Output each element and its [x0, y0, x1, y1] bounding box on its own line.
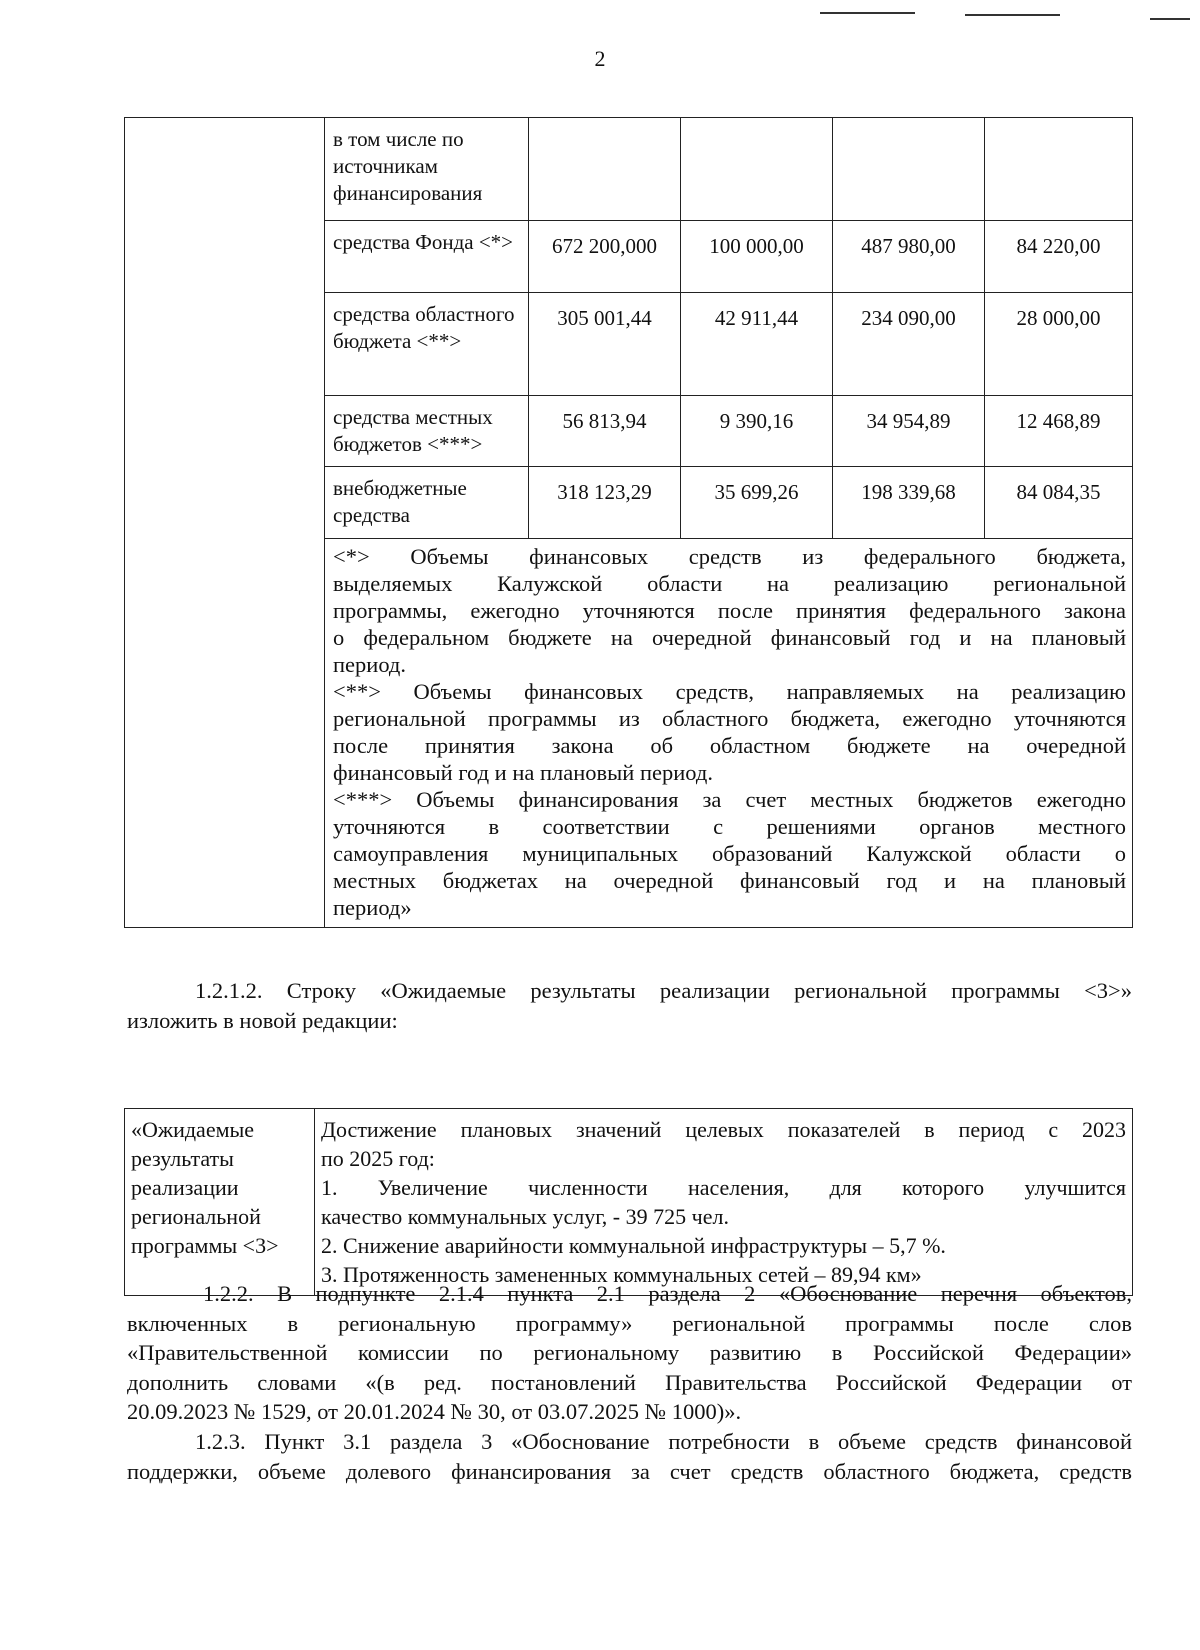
value-cell: 234 090,00	[833, 293, 985, 396]
content-line: Достижение плановых значений целевых показателей в период с 2023	[321, 1117, 1126, 1142]
paragraph-line: «Правительственной комиссии по региональному развитию в Российской Федерации»	[127, 1340, 1132, 1365]
empty-left-cell	[125, 118, 325, 928]
value-cell: 12 468,89	[985, 396, 1133, 467]
paragraph-1-2-1-2	[127, 976, 1132, 1035]
value-cell: 487 980,00	[833, 221, 985, 293]
value-cell: 56 813,94	[529, 396, 681, 467]
row-label: средства областного бюджета <**>	[325, 293, 529, 396]
value-cell	[529, 118, 681, 221]
paragraph-line: дополнить словами «(в ред. постановлений Правительства Российской Федерации от	[127, 1369, 1132, 1395]
footnote-line: <***> Объемы финансирования за счет местных бюджетов ежегодно	[333, 787, 1126, 812]
footnote-line: о федеральном бюджете на очередной финансовый год и на плановый	[333, 625, 1126, 650]
paragraph-line: изложить в новой редакции:	[127, 1007, 398, 1033]
row-label: средства местных бюджетов <***>	[325, 396, 529, 467]
value-cell: 84 084,35	[985, 467, 1133, 539]
value-cell: 84 220,00	[985, 221, 1133, 293]
footnote-line: самоуправления муниципальных образований Калужской области о	[333, 841, 1126, 866]
footnote-line: местных бюджетах на очередной финансовый год и на плановый	[333, 868, 1126, 893]
value-cell: 42 911,44	[681, 293, 833, 396]
paragraph-line: поддержки, объеме долевого финансирования за счет средств областного бюджета, средств	[127, 1458, 1132, 1484]
results-table	[124, 1108, 1133, 1296]
footnote-line: <**> Объемы финансовых средств, направляемых на реализацию	[333, 679, 1126, 704]
scan-artifact-line	[820, 12, 915, 14]
value-cell: 9 390,16	[681, 396, 833, 467]
row-label: средства Фонда <*>	[325, 221, 529, 293]
table-row	[125, 118, 1133, 221]
results-content-cell	[315, 1109, 1133, 1296]
label-line: результаты	[131, 1146, 234, 1171]
label-line: программы <3>	[131, 1233, 279, 1258]
scan-artifact-line	[1150, 18, 1190, 20]
label-line: реализации	[131, 1175, 239, 1200]
label-line: «Ожидаемые	[131, 1117, 255, 1142]
footnote-line: программы, ежегодно уточняются после принятия федерального закона	[333, 598, 1126, 623]
footnote-line: финансовый год и на плановый период.	[333, 760, 713, 785]
footnote-line: после принятия закона об областном бюджете на очередной	[333, 733, 1126, 758]
footnote-line: <*> Объемы финансовых средств из федерального бюджета,	[333, 544, 1126, 569]
footnote-line: период»	[333, 895, 412, 920]
value-cell: 318 123,29	[529, 467, 681, 539]
row-label: внебюджетные средства	[325, 467, 529, 539]
paragraph-line: 1.2.3. Пункт 3.1 раздела 3 «Обоснование потребности в объеме средств финансовой	[195, 1429, 1132, 1454]
value-cell	[985, 118, 1133, 221]
content-line: 2. Снижение аварийности коммунальной инфраструктуры – 5,7 %.	[321, 1233, 946, 1258]
paragraph-1-2-2	[127, 1279, 1132, 1427]
footnotes-cell	[325, 539, 1133, 928]
label-line: региональной	[131, 1204, 261, 1229]
page-number: 2	[594, 46, 606, 71]
value-cell: 672 200,000	[529, 221, 681, 293]
results-label-cell	[125, 1109, 315, 1296]
funding-table	[124, 117, 1133, 928]
footnote-line: период.	[333, 652, 406, 677]
content-line: 1. Увеличение численности населения, для которого улучшится	[321, 1175, 1126, 1200]
scan-artifact-line	[965, 14, 1060, 16]
value-cell: 35 699,26	[681, 467, 833, 539]
value-cell: 198 339,68	[833, 467, 985, 539]
value-cell: 100 000,00	[681, 221, 833, 293]
footnote-line: уточняются в соответствии с решениями органов местного	[333, 814, 1126, 839]
value-cell	[833, 118, 985, 221]
paragraph-line: 1.2.1.2. Строку «Ожидаемые результаты реализации региональной программы <3>»	[195, 978, 1132, 1003]
value-cell	[681, 118, 833, 221]
content-line: по 2025 год:	[321, 1146, 435, 1171]
value-cell: 305 001,44	[529, 293, 681, 396]
footnote-line: региональной программы из областного бюджета, ежегодно уточняются	[333, 706, 1126, 731]
footnote-line: выделяемых Калужской области на реализацию региональной	[333, 571, 1126, 596]
table-row	[125, 1109, 1133, 1296]
paragraph-line: 1.2.2. В подпункте 2.1.4 пункта 2.1 раздела 2 «Обоснование перечня объектов,	[203, 1281, 1132, 1306]
paragraph-line: включенных в региональную программу» региональной программы после слов	[127, 1310, 1132, 1336]
value-cell: 28 000,00	[985, 293, 1133, 396]
content-line: 3. Протяженность замененных коммунальных сетей – 89,94 км»	[321, 1262, 922, 1287]
value-cell: 34 954,89	[833, 396, 985, 467]
row-label: в том числе по источникам финансирования	[325, 118, 529, 221]
paragraph-1-2-3	[127, 1427, 1132, 1486]
paragraph-line: 20.09.2023 № 1529, от 20.01.2024 № 30, от 03.07.2025 № 1000)».	[127, 1399, 742, 1424]
content-line: качество коммунальных услуг, - 39 725 чел.	[321, 1204, 729, 1229]
